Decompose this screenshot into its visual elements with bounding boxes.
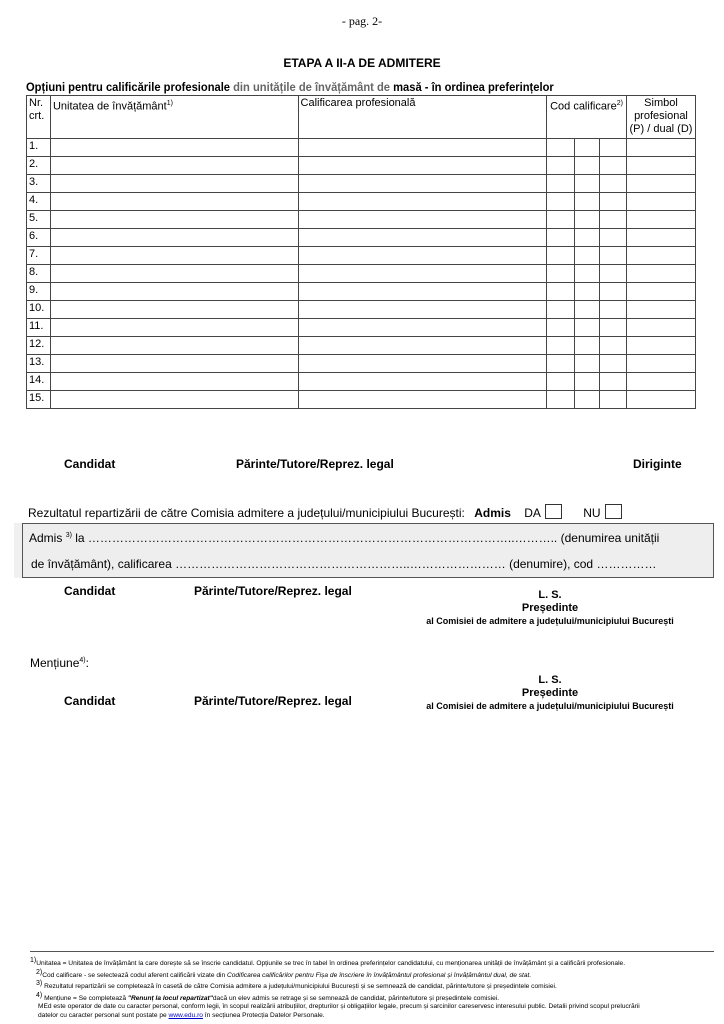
calif-cell[interactable] — [298, 301, 547, 319]
table-row — [27, 319, 696, 337]
signature-parinte: Părinte/Tutore/Reprez. legal — [194, 584, 352, 598]
edu-link[interactable]: www.edu.ro — [168, 1011, 203, 1019]
da-checkbox[interactable] — [545, 504, 562, 519]
footnote-ref: 2) — [616, 100, 623, 107]
cod-cell-3[interactable] — [600, 319, 627, 337]
result-text: Rezultatul repartizării de către Comisia admitere a județului/municipiului București: — [28, 506, 465, 520]
unit-cell[interactable] — [50, 373, 298, 391]
footnote-gdpr-2 — [30, 1012, 710, 1020]
row-number: 11. — [27, 319, 51, 337]
simbol-cell[interactable] — [626, 247, 695, 265]
mentiune-label: Mențiune — [30, 656, 80, 670]
header-unit — [50, 96, 298, 139]
cod-cell-3[interactable] — [600, 337, 627, 355]
signature-candidat: Candidat — [64, 457, 116, 471]
da-label: DA — [524, 506, 541, 520]
simbol-cell[interactable] — [626, 319, 695, 337]
table-row — [27, 229, 696, 247]
footnote-2 — [30, 969, 710, 981]
cod-cell-1[interactable] — [547, 373, 575, 391]
row-number: 2. — [27, 157, 51, 175]
unit-cell[interactable] — [50, 211, 298, 229]
header-cod-label: Cod calificare — [550, 100, 617, 113]
admis-line-2: de învățământ), calificarea …………………………………………………..…………………… (denumire), cod …………… — [31, 557, 657, 571]
unit-cell[interactable] — [50, 157, 298, 175]
comisie-label: al Comisiei de admitere a județului/municipiului București — [426, 701, 674, 711]
nu-checkbox[interactable] — [605, 504, 622, 519]
subtitle-part: din unitățile de învățământ de — [230, 80, 394, 94]
footnote-text: datelor cu caracter personal sunt postate pe — [38, 1011, 169, 1019]
simbol-cell[interactable] — [626, 229, 695, 247]
table-header-row — [27, 96, 696, 139]
table-row — [27, 301, 696, 319]
table-row — [27, 211, 696, 229]
unit-cell[interactable] — [50, 283, 298, 301]
admis-text: Admis — [29, 531, 63, 545]
cod-cell-1[interactable] — [547, 355, 575, 373]
row-number: 4. — [27, 193, 51, 211]
nu-label: NU — [583, 506, 601, 520]
row-number: 12. — [27, 337, 51, 355]
ls-label: L. S. — [538, 674, 562, 686]
footnote-divider — [30, 951, 714, 952]
simbol-cell[interactable] — [626, 355, 695, 373]
calif-cell[interactable] — [298, 391, 547, 409]
cod-cell-3[interactable] — [600, 229, 627, 247]
header-cod — [547, 96, 627, 139]
signature-diriginte: Diriginte — [633, 457, 682, 471]
cod-cell-1[interactable] — [547, 139, 575, 157]
cod-cell-3[interactable] — [600, 391, 627, 409]
page-number: - pag. 2- — [341, 14, 383, 28]
cod-cell-1[interactable] — [547, 229, 575, 247]
cod-cell-1[interactable] — [547, 319, 575, 337]
cod-cell-1[interactable] — [547, 157, 575, 175]
cod-cell-2[interactable] — [575, 139, 600, 157]
row-number: 10. — [27, 301, 51, 319]
table-row — [27, 139, 696, 157]
presedinte-label: Președinte — [521, 687, 579, 699]
footnote-gdpr: MEd este operator de date cu caracter personal, conform legii, în scopul realizării atribuțiilor, drepturilor și obligațiilor legale, precum și sarcinilor careservesc interesului public. Detalii privind scopul prelucrării — [38, 1003, 640, 1011]
table-row — [27, 373, 696, 391]
row-number: 8. — [27, 265, 51, 283]
simbol-cell[interactable] — [626, 175, 695, 193]
cod-cell-1[interactable] — [547, 391, 575, 409]
footnote-3 — [30, 980, 710, 992]
simbol-cell[interactable] — [626, 265, 695, 283]
simbol-cell[interactable] — [626, 211, 695, 229]
calif-cell[interactable] — [298, 283, 547, 301]
unit-cell[interactable] — [50, 337, 298, 355]
admis-label: Admis — [474, 506, 511, 520]
header-simbol: Simbol profesional (P) / dual (D) — [626, 96, 695, 139]
table-row — [27, 175, 696, 193]
cod-cell-3[interactable] — [600, 247, 627, 265]
simbol-cell[interactable] — [626, 391, 695, 409]
cod-cell-3[interactable] — [600, 139, 627, 157]
admis-line-1 — [29, 531, 659, 545]
document-title: ETAPA A II-A DE ADMITERE — [283, 56, 441, 70]
calif-cell[interactable] — [298, 229, 547, 247]
table-row — [27, 337, 696, 355]
unit-cell[interactable] — [50, 265, 298, 283]
mentiune — [30, 656, 89, 670]
cod-cell-1[interactable] — [547, 211, 575, 229]
cod-cell-1[interactable] — [547, 247, 575, 265]
simbol-cell[interactable] — [626, 193, 695, 211]
simbol-cell[interactable] — [626, 301, 695, 319]
table-subtitle — [26, 80, 554, 94]
row-number: 15. — [27, 391, 51, 409]
cod-cell-1[interactable] — [547, 175, 575, 193]
cod-cell-3[interactable] — [600, 265, 627, 283]
unit-cell[interactable] — [50, 229, 298, 247]
footnote-text: dacă un elev admis se retrage și se semnează de candidat, părinte/tutore și președintele comisiei. — [212, 994, 500, 1002]
cod-cell-3[interactable] — [600, 157, 627, 175]
unit-cell[interactable] — [50, 193, 298, 211]
president-signature — [410, 674, 690, 713]
row-number: 6. — [27, 229, 51, 247]
cod-cell-1[interactable] — [547, 193, 575, 211]
signature-candidat: Candidat — [64, 584, 116, 598]
cod-cell-2[interactable] — [575, 337, 600, 355]
cod-cell-2[interactable] — [575, 319, 600, 337]
cod-cell-3[interactable] — [600, 355, 627, 373]
calif-cell[interactable] — [298, 337, 547, 355]
table-row — [27, 265, 696, 283]
footnote-text: în secțiunea Protecția Datelor Personale. — [202, 1011, 325, 1019]
simbol-cell[interactable] — [626, 337, 695, 355]
row-number: 13. — [27, 355, 51, 373]
unit-cell[interactable] — [50, 175, 298, 193]
result-line — [28, 504, 622, 520]
admis-box — [22, 523, 714, 578]
calif-cell[interactable] — [298, 157, 547, 175]
footnote-mark: 4) — [36, 991, 43, 999]
simbol-cell[interactable] — [626, 157, 695, 175]
signature-candidat: Candidat — [64, 694, 116, 708]
calif-cell[interactable] — [298, 373, 547, 391]
footnote-text: Rezultatul repartizării se completează în casetă de către Comisia admitere a județului/municipiului București și se semnează de candidat, părinte/tutore și președintele comisiei. — [42, 983, 557, 991]
signature-parinte: Părinte/Tutore/Reprez. legal — [194, 694, 352, 708]
simbol-cell[interactable] — [626, 139, 695, 157]
cod-cell-2[interactable] — [575, 157, 600, 175]
cod-cell-2[interactable] — [575, 391, 600, 409]
footnote-1 — [30, 957, 710, 969]
cod-cell-3[interactable] — [600, 301, 627, 319]
footnote-text: Unitatea = Unitatea de învățământ la care dorește să se înscrie candidatul. Opțiunile se trec în tabel în ordinea preferințelor candidatului, cu menționarea unității de învățământ și a calificării profesionale. — [36, 960, 626, 968]
header-unit-label: Unitatea de învățământ — [52, 100, 167, 113]
cod-cell-2[interactable] — [575, 355, 600, 373]
calif-cell[interactable] — [298, 193, 547, 211]
calif-cell[interactable] — [298, 211, 547, 229]
footnote-text: Codificarea calificărilor pentru Fișa de înscriere în învățământul profesional și învățământul dual, de stat. — [226, 971, 532, 979]
unit-cell[interactable] — [50, 319, 298, 337]
cod-cell-3[interactable] — [600, 283, 627, 301]
table-row — [27, 193, 696, 211]
footnote-ref: 4) — [79, 657, 86, 664]
unit-cell[interactable] — [50, 139, 298, 157]
cod-cell-2[interactable] — [575, 373, 600, 391]
mentiune-colon: : — [85, 656, 89, 670]
footnote-ref: 1) — [166, 100, 173, 107]
subtitle-part: Opțiuni pentru calificările profesionale — [26, 80, 231, 94]
row-number: 9. — [27, 283, 51, 301]
footnote-text: Cod calificare - se selectează codul aferent calificării vizate din — [42, 971, 227, 979]
header-nr: Nr. crt. — [27, 96, 51, 139]
cod-cell-1[interactable] — [547, 265, 575, 283]
cod-cell-3[interactable] — [600, 175, 627, 193]
row-number: 1. — [27, 139, 51, 157]
calif-cell[interactable] — [298, 355, 547, 373]
table-row — [27, 283, 696, 301]
footnote-4 — [30, 992, 710, 1004]
footnote-mark: 1) — [30, 957, 37, 964]
table-row — [27, 391, 696, 409]
header-calif: Calificarea profesională — [298, 96, 547, 139]
cod-cell-2[interactable] — [575, 301, 600, 319]
simbol-cell[interactable] — [626, 283, 695, 301]
subtitle-part: masă - în ordinea preferințelor — [393, 80, 554, 94]
cod-cell-1[interactable] — [547, 337, 575, 355]
admis-text: la ……………………………………………………………………………………………..……….. (denumirea unității — [71, 531, 660, 545]
cod-cell-2[interactable] — [575, 211, 600, 229]
cod-cell-2[interactable] — [575, 283, 600, 301]
footnote-mark: 2) — [36, 968, 43, 976]
row-number: 3. — [27, 175, 51, 193]
calif-cell[interactable] — [298, 319, 547, 337]
comisie-label: al Comisiei de admitere a județului/municipiului București — [426, 616, 674, 626]
table-row — [27, 157, 696, 175]
footnote-text: "Renunț la locul repartizat" — [127, 994, 213, 1002]
cod-cell-2[interactable] — [575, 247, 600, 265]
footnotes — [30, 957, 710, 1020]
president-signature — [410, 589, 690, 628]
unit-cell[interactable] — [50, 301, 298, 319]
table-row — [27, 247, 696, 265]
calif-cell[interactable] — [298, 139, 547, 157]
cod-cell-1[interactable] — [547, 283, 575, 301]
row-number: 14. — [27, 373, 51, 391]
cod-cell-2[interactable] — [575, 193, 600, 211]
cod-cell-2[interactable] — [575, 229, 600, 247]
options-table — [26, 95, 696, 409]
row-number: 7. — [27, 247, 51, 265]
footnote-text: Mențiune = Se completează — [42, 994, 128, 1002]
unit-cell[interactable] — [50, 391, 298, 409]
simbol-cell[interactable] — [626, 373, 695, 391]
signature-parinte: Părinte/Tutore/Reprez. legal — [236, 457, 394, 471]
footnote-mark: 3) — [36, 980, 43, 988]
unit-cell[interactable] — [50, 355, 298, 373]
row-number: 5. — [27, 211, 51, 229]
unit-cell[interactable] — [50, 247, 298, 265]
calif-cell[interactable] — [298, 265, 547, 283]
cod-cell-1[interactable] — [547, 301, 575, 319]
cod-cell-2[interactable] — [575, 265, 600, 283]
calif-cell[interactable] — [298, 247, 547, 265]
presedinte-label: Președinte — [521, 602, 579, 614]
cod-cell-2[interactable] — [575, 175, 600, 193]
cod-cell-3[interactable] — [600, 211, 627, 229]
footnote-ref: 3) — [65, 532, 72, 539]
calif-cell[interactable] — [298, 175, 547, 193]
cod-cell-3[interactable] — [600, 193, 627, 211]
cod-cell-3[interactable] — [600, 373, 627, 391]
ls-label: L. S. — [538, 589, 562, 601]
table-row — [27, 355, 696, 373]
